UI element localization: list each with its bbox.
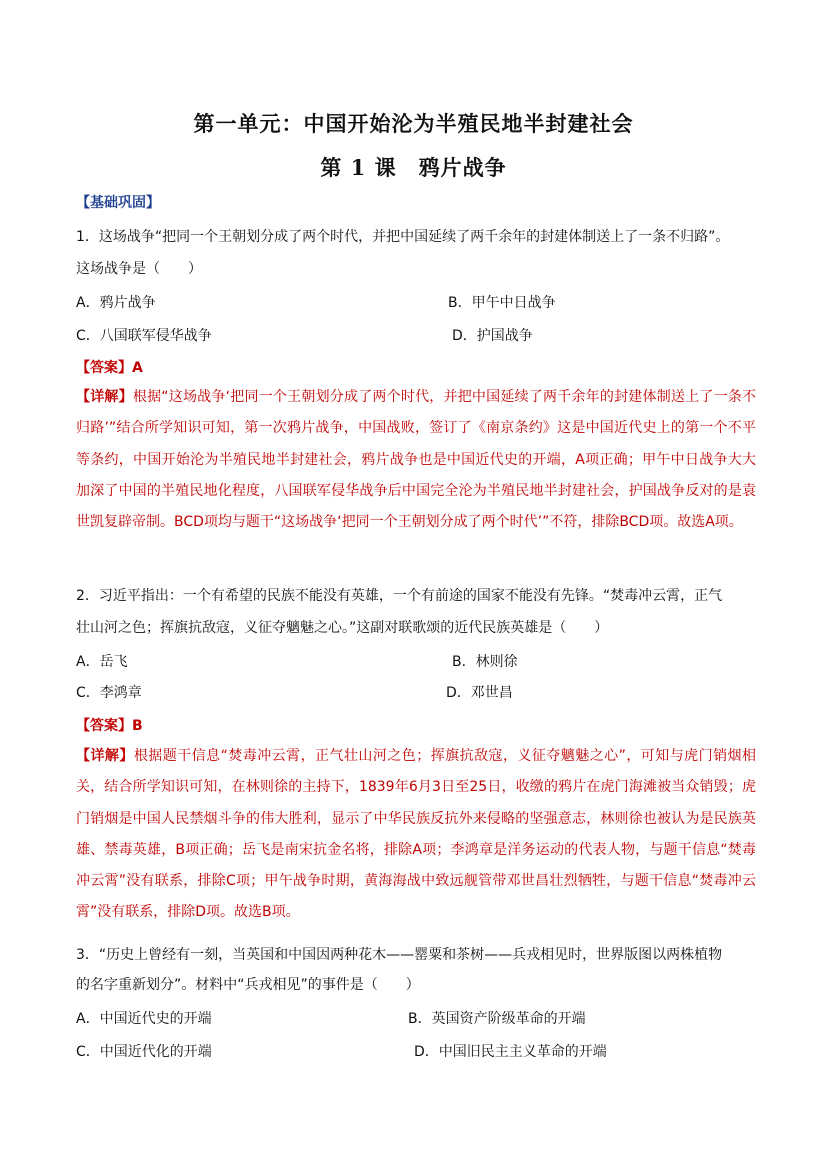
detail-label: 【详解】 [76,748,134,764]
question-3-option-a: A．中国近代史的开端 [76,1011,212,1027]
question-2-stem-line2: 壮山河之色；挥旗抗敌寇，义征夺魑魅之心。”这副对联歌颂的近代民族英雄是（ ） [76,620,609,636]
question-2-option-d: D．邓世昌 [446,685,513,701]
question-2-stem-line1: 2．习近平指出：一个有希望的民族不能没有英雄，一个有前途的国家不能没有先锋。“焚毒冲云霄，正气 [76,588,723,604]
unit-title: 第一单元：中国开始沦为半殖民地半封建社会 [193,111,634,136]
question-2-option-b: B．林则徐 [452,654,518,670]
question-1-stem-line2: 这场战争是（ ） [76,261,202,277]
question-2-option-a: A．岳飞 [76,654,128,670]
question-3-stem-line2: 的名字重新划分”。材料中“兵戎相见”的事件是（ ） [76,977,420,993]
question-1-detail-text: 根据“这场战争‘把同一个王朝划分成了两个时代，并把中国延续了两千余年的封建体制送上了一条不归路’”结合所学知识可知，第一次鸦片战争，中国战败，签订了《南京条约》这是中国近代史上的第一个不平等条约，中国开始沦为半殖民地半封建社会，鸦片战争也是中国近代史的开端，A项正确；甲午中日战争大大加深了中国的半殖民地化程度，八国联军侵华战争后中国完全沦为半殖民地半封建社会，护国战争反对的是袁世凯复辟帝制。BCD项均与题干“这场战争‘把同一个王朝划分成了两个时代’”不符，排除BCD项。故选A项。 [76,389,756,531]
question-1-option-b: B．甲午中日战争 [448,295,556,311]
question-3-stem-line1: 3．“历史上曾经有一刻，当英国和中国因两种花木——罂粟和茶树——兵戎相见时，世界版图以两株植物 [76,947,723,963]
question-2-detail-text: 根据题干信息“焚毒冲云霄，正气壮山河之色；挥旗抗敌寇，义征夺魑魅之心”，可知与虎门销烟相关，结合所学知识可知，在林则徐的主持下，1839年6月3日至25日，收缴的鸦片在虎门海滩被当众销毁；虎门销烟是中国人民禁烟斗争的伟大胜利，显示了中华民族反抗外来侵略的坚强意志，林则徐也被认为是民族英雄、禁毒英雄，B项正确；岳飞是南宋抗金名将，排除A项；李鸿章是洋务运动的代表人物，与题干信息“焚毒冲云霄”没有联系，排除C项；甲午战争时期，黄海海战中致远舰管带邓世昌壮烈牺牲，与题干信息“焚毒冲云霄”没有联系，排除D项。故选B项。 [76,748,757,921]
lesson-title: 第 1 课 鸦片战争 [320,155,507,180]
question-1-detail [76,382,756,538]
question-3-option-b: B．英国资产阶级革命的开端 [408,1011,586,1027]
question-2-option-c: C．李鸿章 [76,685,142,701]
section-heading: 【基础巩固】 [76,195,160,211]
question-1-option-c: C．八国联军侵华战争 [76,328,212,344]
question-1-stem-line1: 1．这场战争“把同一个王朝划分成了两个时代，并把中国延续了两千余年的封建体制送上了一条不归路”。 [76,229,730,245]
question-1-option-d: D．护国战争 [452,328,533,344]
detail-label: 【详解】 [76,389,133,405]
question-2-answer: 【答案】B [76,718,143,734]
question-3-option-d: D．中国旧民主主义革命的开端 [414,1044,607,1060]
question-2-detail [76,741,756,929]
question-1-option-a: A．鸦片战争 [76,295,156,311]
question-1-answer: 【答案】A [76,360,143,376]
question-3-option-c: C．中国近代化的开端 [76,1044,212,1060]
